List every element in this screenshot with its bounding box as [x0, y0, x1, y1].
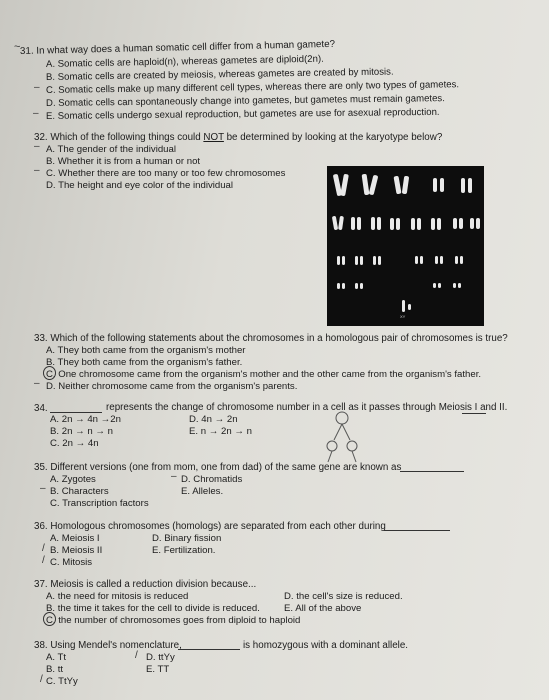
- pen-doodle-drawing: [320, 410, 370, 470]
- chromosome: [440, 256, 443, 264]
- q36-option-a: A. Meiosis I: [50, 533, 100, 544]
- q36-blank: [384, 522, 450, 531]
- q36-stem: 36. Homologous chromosomes (homologs) are separated from each other during: [34, 521, 386, 532]
- pen-slash-mark: /: [42, 543, 45, 554]
- q32-stem: 32. Which of the following things could NOT be determined by looking at the karyotype below?: [34, 132, 443, 143]
- q31-option-e: E. Somatic cells undergo sexual reproduction, but gametes are use for asexual reproduction.: [45, 106, 440, 122]
- q34-option-c: C. 2n → 4n: [50, 438, 99, 449]
- chromosome: [420, 256, 423, 264]
- chromosome: [417, 218, 421, 230]
- chromosome: [396, 218, 400, 230]
- q34-number: 34.: [34, 403, 48, 414]
- q38-blank: [178, 641, 240, 650]
- chromosome: [440, 178, 444, 192]
- chromosome: [460, 256, 463, 264]
- q37-stem: 37. Meiosis is called a reduction division because...: [34, 579, 257, 590]
- chromosome: [459, 218, 463, 229]
- q38-option-c: C. TtYy: [46, 676, 78, 687]
- chromosome: [377, 217, 381, 230]
- chromosome: [390, 218, 394, 230]
- q38-option-a: A. Tt: [46, 652, 67, 663]
- q36-option-d: D. Binary fission: [152, 533, 222, 544]
- q33-option-c: C. One chromosome came from the organism's mother and the other came from the organism's father.: [46, 369, 482, 380]
- q33-option-d: D. Neither chromosome came from the organism's parents.: [46, 381, 298, 392]
- chromosome: [431, 218, 435, 230]
- q38-stem-start: 38. Using Mendel's nomenclature,: [34, 640, 182, 651]
- chromosome: [342, 283, 345, 289]
- chromosome: [433, 283, 436, 288]
- answer-circle-mark: [43, 366, 56, 380]
- q32-option-b: B. Whether it is from a human or not: [46, 156, 201, 167]
- q38-option-e: E. TT: [146, 664, 170, 675]
- q32-option-d: D. The height and eye color of the individual: [46, 180, 234, 191]
- q38-option-d: D. ttYy: [146, 652, 175, 663]
- pen-dash-mark: –: [40, 483, 46, 494]
- q31-option-b: B. Somatic cells are created by meiosis, whereas gametes are created by mitosis.: [45, 66, 394, 83]
- q31-stem: 31. In what way does a human somatic cell differ from a human gamete?: [19, 38, 336, 57]
- chromosome: [360, 283, 363, 289]
- chromosome: [470, 218, 474, 229]
- q34-option-e: E. n → 2n → n: [189, 426, 252, 437]
- chromosome: [337, 283, 340, 289]
- karyotype-sex-label: XY: [400, 314, 406, 319]
- q31-option-c: C. Somatic cells make up many different cell types, whereas there are only two types of gametes.: [45, 79, 460, 96]
- chromosome: [338, 216, 344, 230]
- pen-slash-mark: /: [42, 555, 45, 566]
- chromosome: [453, 283, 456, 288]
- q31-option-a: A. Somatic cells are haploid(n), whereas gametes are diploid(2n).: [45, 53, 324, 70]
- q37-option-a: A. the need for mitosis is reduced: [46, 591, 189, 602]
- pen-underline-mark: [462, 413, 486, 414]
- chromosome: [468, 178, 472, 193]
- chromosome: [435, 256, 438, 264]
- pen-slash-mark: /: [135, 650, 138, 661]
- chromosome: [337, 256, 340, 265]
- q36-option-c: C. Mitosis: [50, 557, 93, 568]
- pen-slash-mark: /: [40, 674, 43, 685]
- pen-scribble-mark: ~: [14, 41, 21, 53]
- q34-option-a: A. 2n → 4n →2n: [50, 414, 121, 425]
- q38-stem-end: is homozygous with a dominant allele.: [243, 640, 409, 651]
- chromosome: [408, 304, 411, 310]
- q33-option-b: B. They both came from the organism's father.: [46, 357, 243, 368]
- chromosome: [371, 217, 375, 230]
- pen-dash-mark: –: [34, 141, 40, 152]
- q35-stem: 35. Different versions (one from mom, one from dad) of the same gene are known as: [34, 462, 402, 473]
- q38-option-b: B. tt: [46, 664, 64, 675]
- q31-option-d: D. Somatic cells can spontaneously change into gametes, but gametes must remain gametes.: [45, 93, 445, 109]
- q36-option-b: B. Meiosis II: [50, 545, 103, 556]
- q35-option-b: B. Characters: [50, 486, 109, 497]
- q34-option-b: B. 2n → n → n: [50, 426, 113, 437]
- q34-blank: [50, 404, 102, 413]
- chromosome: [340, 174, 349, 197]
- chromosome: [437, 218, 441, 230]
- chromosome: [411, 218, 415, 230]
- karyotype-image: [327, 166, 484, 326]
- pen-dash-mark: –: [34, 82, 40, 93]
- pen-dash-mark: –: [34, 165, 40, 176]
- chromosome: [415, 256, 418, 264]
- chromosome: [402, 176, 409, 195]
- chromosome: [355, 256, 358, 265]
- q34-stem: represents the change of chromosome number in a cell as it passes through Meiosis I and II.: [106, 402, 508, 413]
- chromosome: [461, 178, 465, 193]
- chromosome: [476, 218, 480, 229]
- q37-option-d: D. the cell's size is reduced.: [284, 591, 403, 602]
- chromosome: [357, 217, 361, 230]
- q35-option-d: D. Chromatids: [181, 474, 243, 485]
- q34-option-d: D. 4n → 2n: [189, 414, 238, 425]
- answer-circle-mark: [43, 612, 56, 626]
- chromosome: [455, 256, 458, 264]
- q33-option-a: A. They both came from the organism's mother: [46, 345, 246, 356]
- chromosome: [433, 178, 437, 192]
- q37-option-b: B. the time it takes for the cell to divide is reduced.: [46, 603, 260, 614]
- chromosome: [373, 256, 376, 265]
- chromosome: [360, 256, 363, 265]
- q35-option-e: E. Alleles.: [181, 486, 224, 497]
- pen-dash-mark: –: [33, 108, 39, 119]
- chromosome: [342, 256, 345, 265]
- chromosome: [378, 256, 381, 265]
- chromosome: [369, 175, 379, 196]
- chromosome: [402, 300, 405, 312]
- chromosome: [453, 218, 457, 229]
- chromosome: [355, 283, 358, 289]
- q37-option-e: E. All of the above: [284, 603, 362, 614]
- chromosome: [351, 217, 355, 230]
- chromosome: [393, 176, 401, 195]
- chromosome: [438, 283, 441, 288]
- q35-blank: [400, 463, 464, 472]
- q35-option-c: C. Transcription factors: [50, 498, 149, 509]
- chromosome: [458, 283, 461, 288]
- q37-option-c: C. the number of chromosomes goes from diploid to haploid: [46, 615, 301, 626]
- q32-option-a: A. The gender of the individual: [46, 144, 176, 155]
- q36-option-e: E. Fertilization.: [152, 545, 216, 556]
- q33-stem: 33. Which of the following statements about the chromosomes in a homologous pair of chromosomes is true?: [34, 333, 508, 344]
- q35-option-a: A. Zygotes: [50, 474, 96, 485]
- pen-dash-mark: –: [171, 471, 177, 482]
- pen-dash-mark: –: [34, 378, 40, 389]
- q32-option-c: C. Whether there are too many or too few chromosomes: [46, 168, 286, 179]
